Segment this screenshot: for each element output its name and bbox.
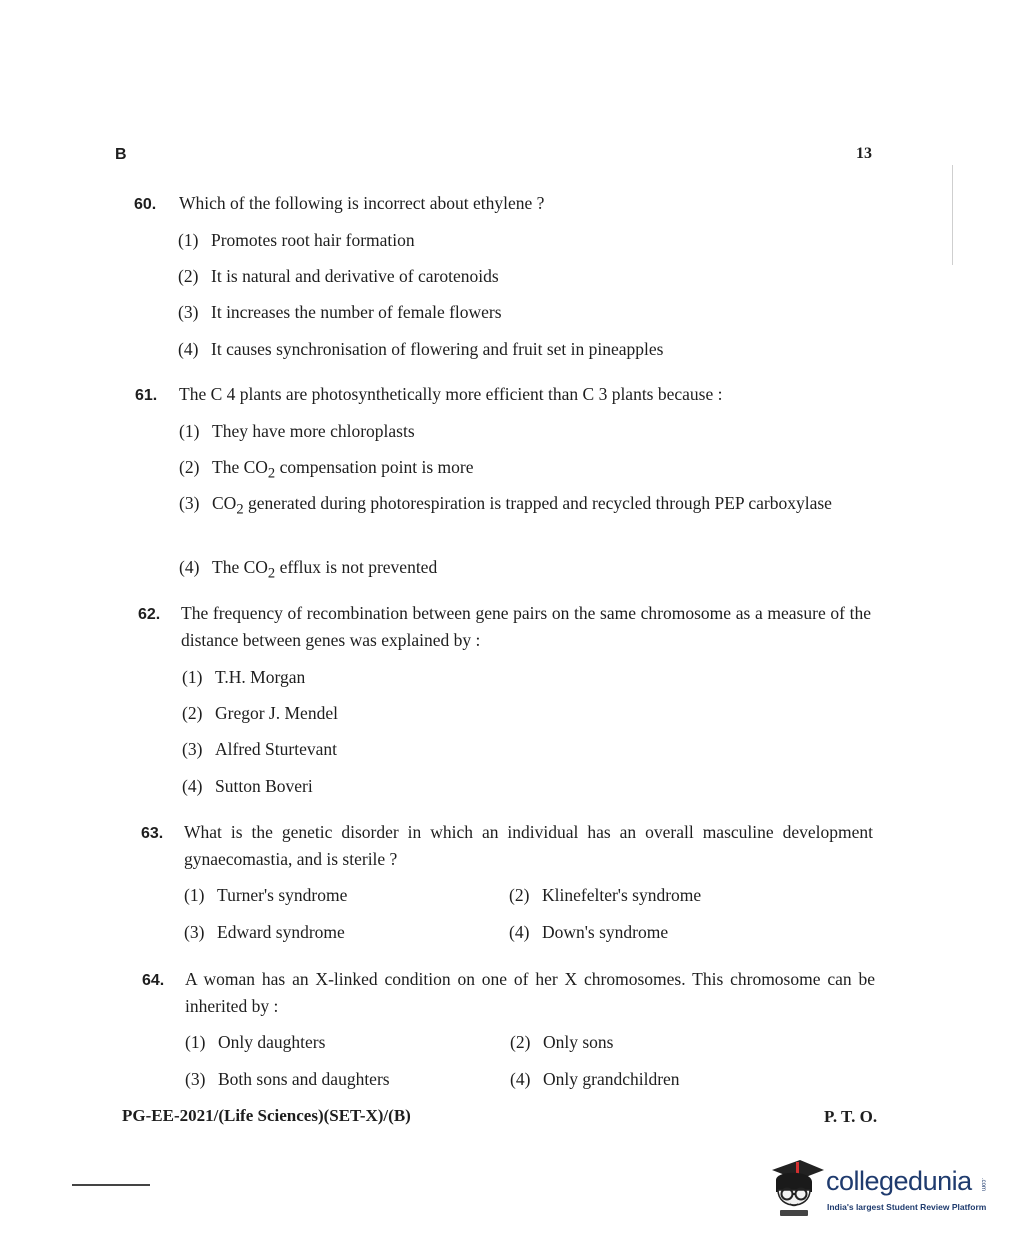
option-60-3: (3) It increases the number of female flowers [178, 302, 502, 322]
question-62 [138, 600, 878, 660]
page-number: 13 [856, 145, 872, 162]
option-64-2: (2) Only sons [510, 1032, 614, 1052]
pto-label: P. T. O. [824, 1107, 878, 1126]
option-62-2: (2) Gregor J. Mendel [182, 703, 338, 723]
series-label: B [115, 146, 127, 163]
question-text: A woman has an X-linked condition on one of her X chromosomes. This chromosome can be inherited by : [185, 969, 875, 1016]
scan-margin-line [952, 165, 953, 265]
collegedunia-watermark [766, 1152, 994, 1222]
option-60-1: (1) Promotes root hair formation [178, 230, 415, 250]
option-64-1: (1) Only daughters [185, 1032, 326, 1052]
question-text: The frequency of recombination between gene pairs on the same chromosome as a measure of the distance between genes was explained by : [181, 603, 871, 650]
question-text: The C 4 plants are photosynthetically more efficient than C 3 plants because : [179, 384, 723, 404]
mascot-icon [766, 1152, 826, 1222]
brand-domain: .com [980, 1178, 986, 1192]
footer-rule [72, 1184, 150, 1186]
question-61 [135, 381, 875, 411]
option-61-1: (1) They have more chloroplasts [179, 421, 415, 441]
option-62-1: (1) T.H. Morgan [182, 667, 306, 687]
option-61-4: (4) The $CO_2$ efflux is not prevented [179, 557, 438, 582]
brand-name: collegedunia [826, 1166, 972, 1196]
option-63-4: (4) Down's syndrome [509, 922, 669, 942]
option-63-3: (3) Edward syndrome [184, 922, 345, 942]
option-60-4: (4) It causes synchronisation of flowering and fruit set in pineapples [178, 339, 664, 359]
question-64 [142, 966, 882, 1026]
brand-tagline: India's largest Student Review Platform [827, 1202, 987, 1212]
question-number: 60. [134, 196, 157, 213]
question-text: Which of the following is incorrect about ethylene ? [179, 193, 545, 213]
question-number: 61. [135, 387, 158, 404]
option-60-2: (2) It is natural and derivative of carotenoids [178, 266, 499, 286]
option-62-4: (4) Sutton Boveri [182, 776, 313, 796]
exam-code: PG-EE-2021/(Life Sciences)(SET-X)/(B) [122, 1106, 411, 1125]
question-number: 64. [142, 972, 165, 989]
question-63 [141, 819, 881, 879]
question-number: 63. [141, 825, 164, 842]
option-64-3: (3) Both sons and daughters [185, 1069, 390, 1089]
option-62-3: (3) Alfred Sturtevant [182, 739, 337, 759]
option-63-2: (2) Klinefelter's syndrome [509, 885, 702, 905]
question-text: What is the genetic disorder in which an individual has an overall masculine development gynaecomastia, and is sterile ? [184, 822, 873, 869]
question-number: 62. [138, 606, 161, 623]
option-63-1: (1) Turner's syndrome [184, 885, 348, 905]
option-61-3: (3) $CO_2$ generated during photorespiration is trapped and recycled through PEP carboxylase [179, 493, 832, 518]
option-64-4: (4) Only grandchildren [510, 1069, 680, 1089]
option-61-2: (2) The $CO_2$ compensation point is more [179, 457, 474, 482]
